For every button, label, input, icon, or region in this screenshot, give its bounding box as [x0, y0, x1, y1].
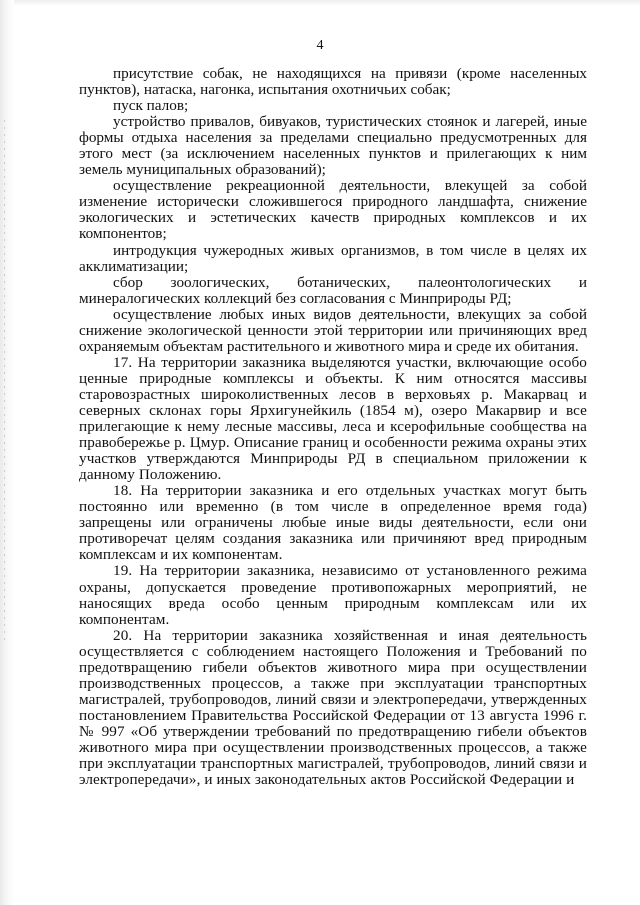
paragraph-recreation: осуществление рекреационной деятельности, влекущей за собой изменение исторически сложившегося природного ландшафта, снижение экологических и эстетических качеств природных комплексов и их компонентов;	[79, 177, 587, 243]
paragraph-18: 18. На территории заказника и его отдельных участках могут быть постоянно или временно (в том числе в определенное время года) запрещены или ограничены любые иные виды деятельности, если они противоречат целям создания заказника или причиняют вред природным комплексам и их компонентам.	[79, 482, 587, 564]
scan-top-edge	[0, 0, 640, 6]
paragraph-17: 17. На территории заказника выделяются участки, включающие особо ценные природные комплексы и объекты. К ним относятся массивы старовозрастных широколиственных лесов в верховьях р. Макарвац и северных склонах горы Ярхигунейкиль (1854 м), озеро Макарвир и все прилегающие к нему лесные массивы, леса и ксерофильные сообщества на правобережье р. Цмур. Описание границ и особенности режима охраны этих участков утверждаются Минприроды РД в специальном приложении к данному Положению.	[79, 353, 587, 484]
paragraph-introduction: интродукция чужеродных живых организмов, в том числе в целях их акклиматизации;	[79, 241, 587, 275]
paragraph-dogs: присутствие собак, не находящихся на привязи (кроме населенных пунктов), натаска, нагонка, испытания охотничьих собак;	[79, 65, 587, 99]
paragraph-fires: пуск палов;	[113, 97, 189, 115]
document-body	[79, 66, 587, 788]
paragraph-19: 19. На территории заказника, независимо от установленного режима охраны, допускается проведение противопожарных мероприятий, не наносящих вреда особо ценным природным комплексам или их компонентам.	[79, 562, 587, 628]
paragraph-camps: устройство привалов, бивуаков, туристических стоянок и лагерей, иные формы отдыха населения за пределами специально предусмотренных для этого мест (за исключением населенных пунктов и прилегающих к ним земель муниципальных образований);	[79, 113, 587, 179]
page-number: 4	[316, 38, 324, 53]
paragraph-collections: сбор зоологических, ботанических, палеонтологических и минералогических коллекций без согласования с Минприроды РД;	[79, 273, 587, 307]
paragraph-other-activities: осуществление любых иных видов деятельности, влекущих за собой снижение экологической ценности этой территории или причиняющих вред охраняемым объектам растительного и животного мира и среде их обитания.	[79, 305, 587, 355]
paragraph-20: 20. На территории заказника хозяйственная и иная деятельность осуществляется с соблюдением настоящего Положения и Требований по предотвращению гибели объектов животного мира при осуществлении производственных процессов, а также при эксплуатации транспортных магистралей, трубопроводов, линий связи и электропередачи, утвержденных постановлением Правительства Российской Федерации от 13 августа 1996 г. № 997 «Об утверждении требований по предотвращению гибели объектов животного мира при осуществлении производственных процессов, а также при эксплуатации транспортных магистралей, трубопроводов, линий связи и электропередачи», и иных законодательных актов Российской Федерации и	[79, 626, 587, 789]
scan-left-edge	[0, 0, 14, 905]
